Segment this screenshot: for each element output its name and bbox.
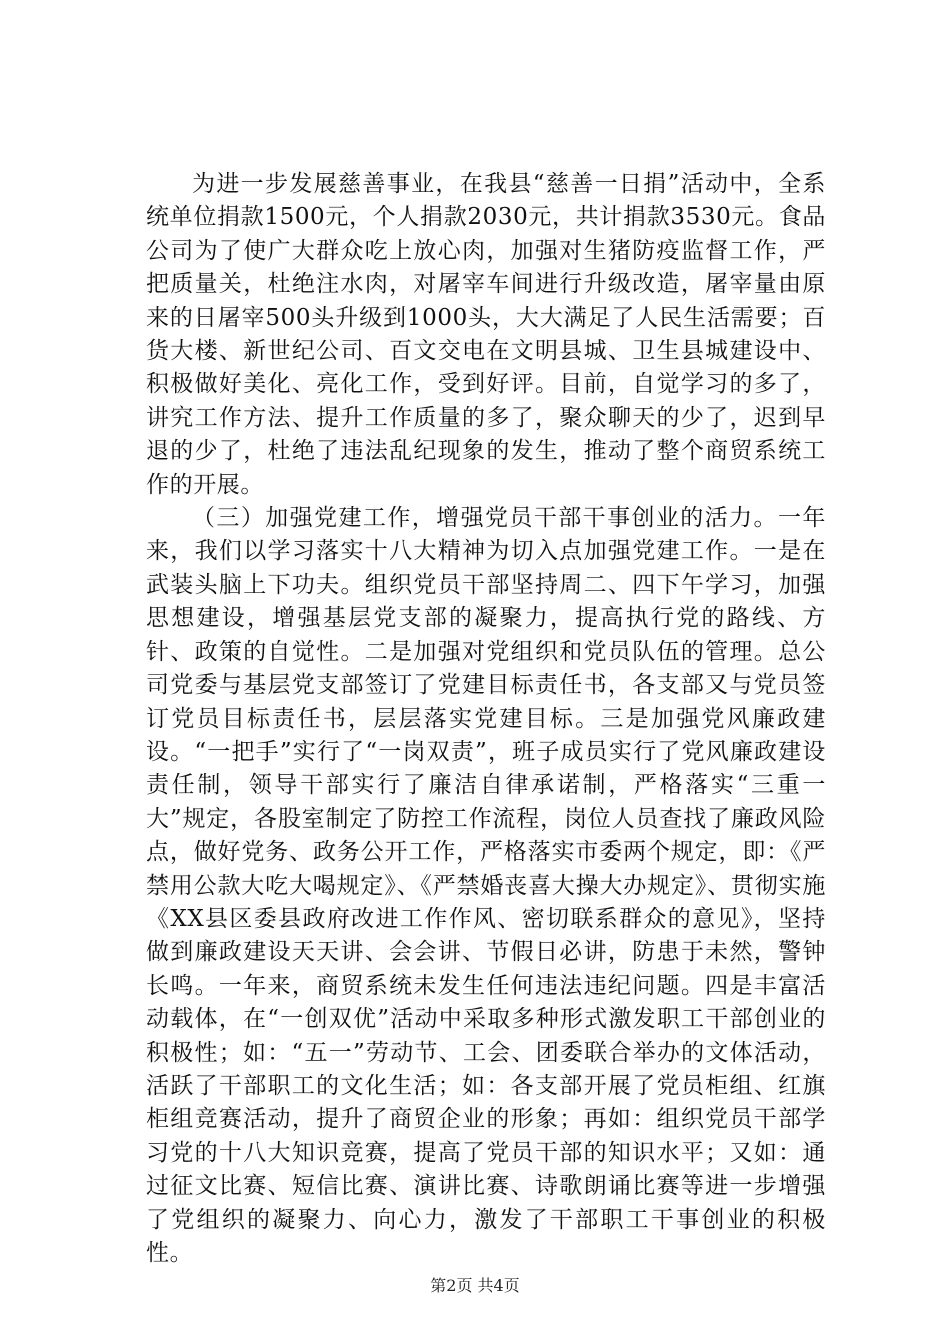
paragraph-party-building: （三）加强党建工作，增强党员干部干事创业的活力。一年来，我们以学习落实十八大精神为切入点加强党建工作。一是在武装头脑上下功夫。组织党员干部坚持周二、四下午学习，加强思想建设，增强基层党支部的凝聚力，提高执行党的路线、方针、政策的自觉性。二是加强对党组织和党员队伍的管理。总公司党委与基层党支部签订了党建目标责任书，各支部又与党员签订党员目标责任书，层层落实党建目标。三是加强党风廉政建设。“一把手”实行了“一岗双责”，班子成员实行了党风廉政建设责任制，领导干部实行了廉洁自律承诺制，严格落实“三重一大”规定，各股室制定了防控工作流程，岗位人员查找了廉政风险点，做好党务、政务公开工作，严格落实市委两个规定，即：《严禁用公款大吃大喝规定》、《严禁婚丧喜大操大办规定》、贯彻实施《XX县区委县政府改进工作作风、密切联系群众的意见》，坚持做到廉政建设天天讲、会会讲、节假日必讲，防患于未然，警钟长鸣。一年来，商贸系统未发生任何违法违纪问题。四是丰富活动载体，在“一创双优”活动中采取多种形式激发职工干部创业的积极性；如：“五一”劳动节、工会、团委联合举办的文体活动，活跃了干部职工的文化生活；如：各支部开展了党员柜组、红旗柜组竞赛活动，提升了商贸企业的形象；再如：组织党员干部学习党的十八大知识竞赛，提高了党员干部的知识水平；又如：通过征文比赛、短信比赛、演讲比赛、诗歌朗诵比赛等进一步增强了党组织的凝聚力、向心力，激发了干部职工干事创业的积极性。 [146, 505, 826, 1266]
paragraph-charity: 为进一步发展慈善事业，在我县“慈善一日捐”活动中，全系统单位捐款1500元，个人捐款2030元，共计捐款3530元。食品公司为了使广大群众吃上放心肉，加强对生猪防疫监督工作，严把质量关，杜绝注水肉，对屠宰车间进行升级改造，屠宰量由原来的日屠宰500头升级到1000头，大大满足了人民生活需要；百货大楼、新世纪公司、百文交电在文明县城、卫生县城建设中、积极做好美化、亮化工作，受到好评。目前，自觉学习的多了，讲究工作方法、提升工作质量的多了，聚众聊天的少了，迟到早退的少了，杜绝了违法乱纪现象的发生，推动了整个商贸系统工作的开展。 [146, 171, 826, 498]
page-footer: 第2页 共4页 [430, 1276, 520, 1295]
document-body [146, 168, 826, 1270]
